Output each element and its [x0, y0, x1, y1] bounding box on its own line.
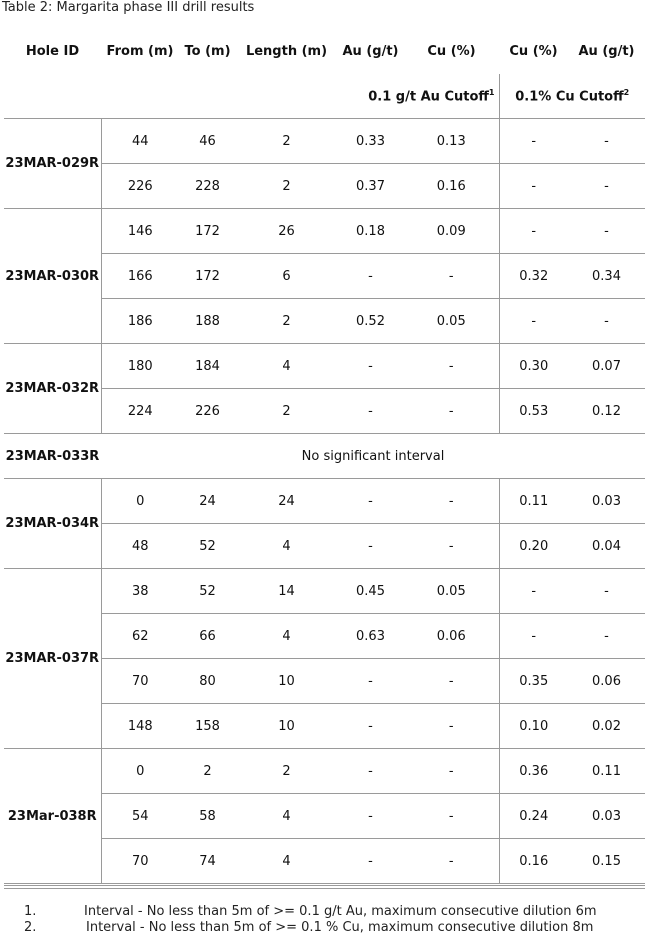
from-cell: 0	[101, 749, 179, 794]
table-row	[4, 794, 645, 839]
from-cell: 38	[101, 569, 179, 614]
au-grade-cell: 0.18	[337, 209, 404, 254]
hole-id-cell: 23MAR-030R	[4, 209, 101, 344]
length-cell: 2	[236, 299, 337, 344]
from-cell: 180	[101, 344, 179, 389]
au-grade-cell: 0.37	[337, 164, 404, 209]
col-from: From (m)	[106, 43, 174, 59]
to-cell: 172	[179, 254, 236, 299]
cu-grade-cutoff2-cell: 0.20	[499, 524, 568, 569]
from-cell: 70	[101, 659, 179, 704]
au-grade-cell: -	[337, 794, 404, 839]
table-row	[4, 524, 645, 569]
footnote-1	[0, 904, 671, 920]
from-cell: 70	[101, 839, 179, 884]
au-grade-cutoff2-cell: 0.03	[568, 479, 645, 524]
drill-results-table	[4, 28, 645, 884]
hole-id-cell: 23Mar-038R	[4, 749, 101, 884]
table-row	[4, 569, 645, 614]
au-grade-cutoff2-cell: 0.02	[568, 704, 645, 749]
table-row	[4, 164, 645, 209]
cu-grade-cutoff2-cell: 0.11	[499, 479, 568, 524]
au-grade-cutoff2-cell: 0.04	[568, 524, 645, 569]
table-row	[4, 614, 645, 659]
hole-id-cell: 23MAR-032R	[4, 344, 101, 434]
cu-grade-cell: 0.05	[404, 299, 499, 344]
au-grade-cutoff2-cell: -	[568, 299, 645, 344]
au-grade-cutoff2-cell: 0.03	[568, 794, 645, 839]
col-cu-1: Cu (%)	[427, 43, 476, 59]
cu-grade-cell: -	[404, 704, 499, 749]
to-cell: 52	[179, 524, 236, 569]
cu-grade-cell: 0.09	[404, 209, 499, 254]
to-cell: 184	[179, 344, 236, 389]
table-row	[4, 299, 645, 344]
au-grade-cutoff2-cell: -	[568, 614, 645, 659]
to-cell: 24	[179, 479, 236, 524]
length-cell: 4	[236, 524, 337, 569]
from-cell: 146	[101, 209, 179, 254]
au-grade-cell: -	[337, 524, 404, 569]
no-interval-note: No significant interval	[101, 434, 645, 479]
col-to: To (m)	[184, 43, 231, 59]
au-grade-cell: 0.33	[337, 119, 404, 164]
hole-id-cell: 23MAR-034R	[4, 479, 101, 569]
cu-grade-cell: -	[404, 524, 499, 569]
cu-grade-cell: 0.13	[404, 119, 499, 164]
au-grade-cutoff2-cell: -	[568, 569, 645, 614]
au-grade-cutoff2-cell: -	[568, 119, 645, 164]
footnote-text: Interval - No less than 5m of >= 0.1 % Cu, maximum consecutive dilution 8m	[86, 920, 594, 935]
table-row	[4, 479, 645, 524]
length-cell: 24	[236, 479, 337, 524]
table-bottom-rule	[4, 888, 645, 889]
to-cell: 74	[179, 839, 236, 884]
au-grade-cutoff2-cell: 0.06	[568, 659, 645, 704]
cu-grade-cutoff2-cell: 0.35	[499, 659, 568, 704]
to-cell: 2	[179, 749, 236, 794]
cu-grade-cutoff2-cell: 0.36	[499, 749, 568, 794]
au-grade-cell: 0.52	[337, 299, 404, 344]
to-cell: 172	[179, 209, 236, 254]
table-row	[4, 839, 645, 884]
au-grade-cell: -	[337, 659, 404, 704]
cu-grade-cutoff2-cell: -	[499, 299, 568, 344]
to-cell: 188	[179, 299, 236, 344]
cu-grade-cell: 0.05	[404, 569, 499, 614]
to-cell: 66	[179, 614, 236, 659]
to-cell: 46	[179, 119, 236, 164]
length-cell: 26	[236, 209, 337, 254]
table-row	[4, 434, 645, 479]
cu-grade-cutoff2-cell: 0.10	[499, 704, 568, 749]
length-cell: 2	[236, 749, 337, 794]
cu-grade-cell: -	[404, 659, 499, 704]
hole-id-cell: 23MAR-033R	[4, 434, 101, 479]
footnote-number: 2.	[24, 920, 37, 935]
table-row	[4, 344, 645, 389]
from-cell: 62	[101, 614, 179, 659]
au-cutoff-footnote-ref: 1	[488, 87, 495, 97]
footnote-text: Interval - No less than 5m of >= 0.1 g/t Au, maximum consecutive dilution 6m	[84, 904, 597, 919]
au-grade-cell: -	[337, 749, 404, 794]
cu-grade-cutoff2-cell: -	[499, 209, 568, 254]
footnotes	[0, 904, 671, 936]
to-cell: 228	[179, 164, 236, 209]
cutoff-row	[4, 74, 645, 119]
length-cell: 4	[236, 794, 337, 839]
cu-grade-cell: -	[404, 479, 499, 524]
from-cell: 48	[101, 524, 179, 569]
au-grade-cell: -	[337, 389, 404, 434]
cu-grade-cell: 0.06	[404, 614, 499, 659]
table-bottom-rule	[4, 885, 645, 886]
footnote-number: 1.	[24, 904, 37, 919]
from-cell: 226	[101, 164, 179, 209]
footnote-2	[0, 920, 671, 936]
cu-grade-cell: 0.16	[404, 164, 499, 209]
length-cell: 10	[236, 659, 337, 704]
cu-grade-cell: -	[404, 254, 499, 299]
au-grade-cell: -	[337, 704, 404, 749]
from-cell: 166	[101, 254, 179, 299]
cu-grade-cutoff2-cell: 0.24	[499, 794, 568, 839]
au-grade-cell: -	[337, 254, 404, 299]
cu-grade-cutoff2-cell: -	[499, 119, 568, 164]
table-caption: Table 2: Margarita phase III drill results	[2, 0, 255, 15]
length-cell: 10	[236, 704, 337, 749]
au-grade-cutoff2-cell: -	[568, 209, 645, 254]
cu-grade-cutoff2-cell: 0.30	[499, 344, 568, 389]
au-grade-cell: -	[337, 479, 404, 524]
from-cell: 186	[101, 299, 179, 344]
length-cell: 6	[236, 254, 337, 299]
au-grade-cutoff2-cell: 0.07	[568, 344, 645, 389]
col-hole-id: Hole ID	[25, 43, 80, 59]
cu-grade-cell: -	[404, 839, 499, 884]
to-cell: 226	[179, 389, 236, 434]
from-cell: 44	[101, 119, 179, 164]
cu-grade-cutoff2-cell: 0.53	[499, 389, 568, 434]
table-row	[4, 659, 645, 704]
table-row	[4, 704, 645, 749]
cu-grade-cell: -	[404, 749, 499, 794]
from-cell: 0	[101, 479, 179, 524]
length-cell: 14	[236, 569, 337, 614]
au-grade-cell: -	[337, 839, 404, 884]
length-cell: 4	[236, 614, 337, 659]
au-grade-cutoff2-cell: 0.34	[568, 254, 645, 299]
au-grade-cutoff2-cell: 0.11	[568, 749, 645, 794]
cu-grade-cutoff2-cell: 0.16	[499, 839, 568, 884]
cu-cutoff-footnote-ref: 2	[623, 87, 630, 97]
length-cell: 4	[236, 839, 337, 884]
from-cell: 54	[101, 794, 179, 839]
table-row	[4, 254, 645, 299]
to-cell: 158	[179, 704, 236, 749]
cu-grade-cell: -	[404, 389, 499, 434]
from-cell: 224	[101, 389, 179, 434]
cu-grade-cell: -	[404, 344, 499, 389]
cu-grade-cutoff2-cell: -	[499, 569, 568, 614]
col-au-1: Au (g/t)	[342, 43, 399, 59]
au-grade-cell: 0.63	[337, 614, 404, 659]
from-cell: 148	[101, 704, 179, 749]
cu-cutoff-label: 0.1% Cu Cutoff$^2$	[499, 74, 645, 119]
col-cu-2: Cu (%)	[509, 43, 558, 59]
col-au-2: Au (g/t)	[578, 43, 635, 59]
cu-grade-cell: -	[404, 794, 499, 839]
table-row	[4, 389, 645, 434]
to-cell: 80	[179, 659, 236, 704]
header-row	[4, 28, 645, 74]
cu-grade-cutoff2-cell: -	[499, 164, 568, 209]
hole-id-cell: 23MAR-037R	[4, 569, 101, 749]
table-row	[4, 749, 645, 794]
cu-grade-cutoff2-cell: 0.32	[499, 254, 568, 299]
cu-grade-cutoff2-cell: -	[499, 614, 568, 659]
length-cell: 2	[236, 119, 337, 164]
au-grade-cell: -	[337, 344, 404, 389]
au-grade-cutoff2-cell: -	[568, 164, 645, 209]
au-grade-cutoff2-cell: 0.15	[568, 839, 645, 884]
to-cell: 52	[179, 569, 236, 614]
length-cell: 4	[236, 344, 337, 389]
to-cell: 58	[179, 794, 236, 839]
table-row	[4, 119, 645, 164]
length-cell: 2	[236, 389, 337, 434]
au-grade-cutoff2-cell: 0.12	[568, 389, 645, 434]
au-cutoff-label: 0.1 g/t Au Cutoff$^1$	[337, 74, 499, 119]
length-cell: 2	[236, 164, 337, 209]
au-grade-cell: 0.45	[337, 569, 404, 614]
table-row	[4, 209, 645, 254]
col-length: Length (m)	[245, 43, 328, 59]
hole-id-cell: 23MAR-029R	[4, 119, 101, 209]
